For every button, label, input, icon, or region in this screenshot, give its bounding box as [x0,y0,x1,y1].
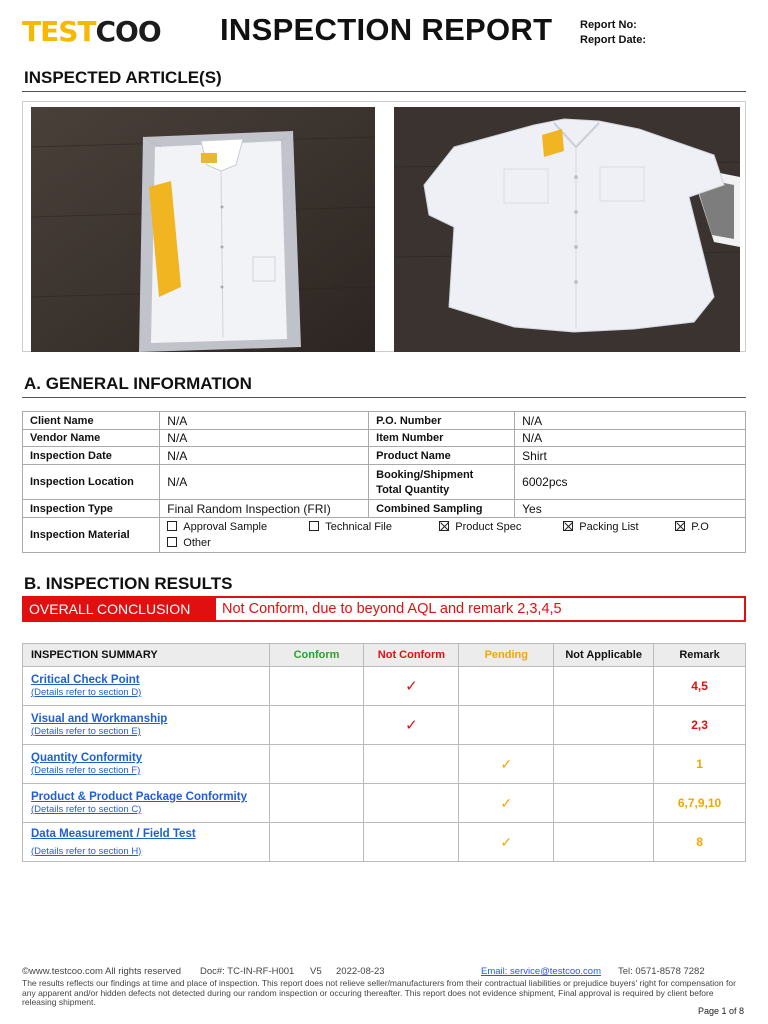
po-number-label: P.O. Number [369,412,515,430]
not-applicable-cell [554,784,654,823]
material-label: Packing List [579,521,639,533]
check-icon: ✓ [500,794,513,811]
table-row [23,430,746,447]
summary-item [23,823,270,862]
details-link[interactable]: (Details refer to section D) [31,687,142,698]
col-not-applicable: Not Applicable [554,644,654,667]
overall-conclusion [22,596,746,622]
material-label: Technical File [325,521,392,533]
material-label: Other [183,537,211,549]
inspection-location-value: N/A [160,465,369,500]
checkbox-checked-icon [675,521,685,531]
remark-cell [654,784,746,823]
footer-date: 2022-08-23 [336,966,385,977]
col-conform: Conform [269,644,364,667]
col-remark: Remark [654,644,746,667]
checkbox-unchecked-icon [167,537,177,547]
material-label: Product Spec [455,521,522,533]
remark-value: 8 [696,835,703,849]
details-link[interactable]: (Details refer to section F) [31,765,141,776]
quantity-conformity-link[interactable]: Quantity Conformity [31,752,143,764]
details-link[interactable]: (Details refer to section H) [31,845,142,857]
inspection-date-label: Inspection Date [23,447,160,465]
inspection-type-label: Inspection Type [23,500,160,518]
summary-item [23,784,270,823]
table-row [23,706,746,745]
summary-item [23,706,270,745]
table-row [23,784,746,823]
checkbox-checked-icon [439,521,449,531]
material-label: Approval Sample [183,521,268,533]
check-icon: ✓ [500,755,513,772]
overall-conclusion-value: Not Conform, due to beyond AQL and remark 2,3,4,5 [222,601,562,617]
check-icon: ✓ [405,717,418,734]
client-name-value: N/A [160,412,369,430]
summary-item [23,667,270,706]
vendor-name-label: Vendor Name [23,430,160,447]
product-name-value: Shirt [515,447,746,465]
footer-tel: Tel: 0571-8578 7282 [618,966,705,977]
checkbox-unchecked-icon [167,521,177,531]
report-no-label: Report No: [580,19,637,31]
inspection-date-value: N/A [160,447,369,465]
col-not-conform: Not Conform [364,644,459,667]
not-conform-cell [364,667,459,706]
inspection-material-options [160,518,746,553]
material-row-1 [167,519,738,535]
logo-part-coo: COO [95,15,161,48]
remark-value: 1 [696,757,703,771]
report-date-label: Report Date: [580,34,647,46]
not-conform-cell [364,706,459,745]
conform-cell [269,706,364,745]
not-conform-cell [364,784,459,823]
conform-cell [269,823,364,862]
combined-sampling-value: Yes [515,500,746,518]
booking-label-line2: Total Quantity [376,483,450,496]
item-number-label: Item Number [369,430,515,447]
pending-cell [459,823,554,862]
remark-value: 6,7,9,10 [677,796,722,810]
table-row [23,500,746,518]
testcoo-logo [22,14,161,50]
material-packing-list [563,519,675,535]
vendor-name-value: N/A [160,430,369,447]
product-name-label: Product Name [369,447,515,465]
general-information-heading: A. GENERAL INFORMATION [24,374,252,393]
page-footer [22,966,746,1016]
booking-quantity-value: 6002pcs [515,465,746,500]
check-icon: ✓ [500,833,513,850]
booking-quantity-label [369,465,515,500]
booking-label-line1: Booking/Shipment [376,468,474,481]
logo-part-test: TEST [22,15,96,48]
inspection-type-value: Final Random Inspection (FRI) [160,500,369,518]
table-row [23,465,746,500]
pending-cell [459,784,554,823]
material-po [675,519,709,535]
checkbox-checked-icon [563,521,573,531]
not-applicable-cell [554,706,654,745]
remark-cell [654,667,746,706]
material-technical-file [309,519,439,535]
report-header [0,0,768,60]
conform-cell [269,667,364,706]
article-photos [22,101,746,352]
section-divider [22,91,746,92]
conform-cell [269,745,364,784]
pending-cell [459,667,554,706]
item-number-value: N/A [515,430,746,447]
footer-copyright: ©www.testcoo.com All rights reserved [22,966,182,977]
client-name-label: Client Name [23,412,160,430]
col-pending: Pending [459,644,554,667]
page-number: Page 1 of 8 [697,1006,744,1016]
remark-cell [654,823,746,862]
table-row [23,412,746,430]
summary-item [23,745,270,784]
col-inspection-summary: INSPECTION SUMMARY [23,644,270,667]
footer-disclaimer: The results reflects our findings at time and place of inspection. This report does not relieve seller/manufacturers from their contractual liabilities or prejudice buyers' right for compensation for any apparent and/or hidden defects not detected during our random inspection or occuring thereafter. This report does not evidence shipment, Final approval is required by client before releasing shipment. [22,978,736,1007]
not-conform-cell [364,745,459,784]
inspection-results-heading: B. INSPECTION RESULTS [24,574,233,593]
conform-cell [269,784,364,823]
table-header-row [23,644,746,667]
table-row [23,518,746,553]
not-applicable-cell [554,667,654,706]
pending-cell [459,706,554,745]
visual-workmanship-link[interactable]: Visual and Workmanship [31,713,168,725]
checkbox-unchecked-icon [309,521,319,531]
table-row [23,447,746,465]
remark-cell [654,745,746,784]
overall-conclusion-label: OVERALL CONCLUSION [24,598,216,620]
product-package-conformity-link[interactable]: Product & Product Package Conformity [31,791,247,803]
packed-shirt-photo [31,107,375,352]
report-meta [580,18,646,48]
report-title: INSPECTION REPORT [220,12,553,47]
general-information-table [22,411,746,553]
inspection-summary-table [22,643,746,862]
check-icon: ✓ [405,678,418,695]
material-approval-sample [167,519,309,535]
pending-cell [459,745,554,784]
table-row [23,745,746,784]
table-row [23,823,746,862]
material-product-spec [439,519,563,535]
footer-info-line [22,966,746,978]
shirt-front-photo [394,107,740,352]
table-row [23,667,746,706]
section-divider [22,397,746,398]
not-conform-cell [364,823,459,862]
data-measurement-link[interactable]: Data Measurement / Field Test [31,827,196,840]
details-link[interactable]: (Details refer to section E) [31,726,141,737]
po-number-value: N/A [515,412,746,430]
footer-doc-number: Doc#: TC-IN-RF-H001 [200,966,295,977]
not-applicable-cell [554,745,654,784]
combined-sampling-label: Combined Sampling [369,500,515,518]
not-applicable-cell [554,823,654,862]
inspection-material-label: Inspection Material [23,518,160,553]
remark-value: 2,3 [691,718,708,732]
material-other [167,535,211,551]
critical-check-point-link[interactable]: Critical Check Point [31,674,140,686]
footer-version: V5 [310,966,322,977]
inspection-location-label: Inspection Location [23,465,160,500]
remark-cell [654,706,746,745]
details-link[interactable]: (Details refer to section C) [31,804,142,815]
footer-email-link[interactable]: Email: service@testcoo.com [481,966,601,977]
material-row-2 [167,535,738,551]
remark-value: 4,5 [691,679,708,693]
inspected-articles-heading: INSPECTED ARTICLE(S) [24,68,222,87]
material-label: P.O [691,521,709,533]
